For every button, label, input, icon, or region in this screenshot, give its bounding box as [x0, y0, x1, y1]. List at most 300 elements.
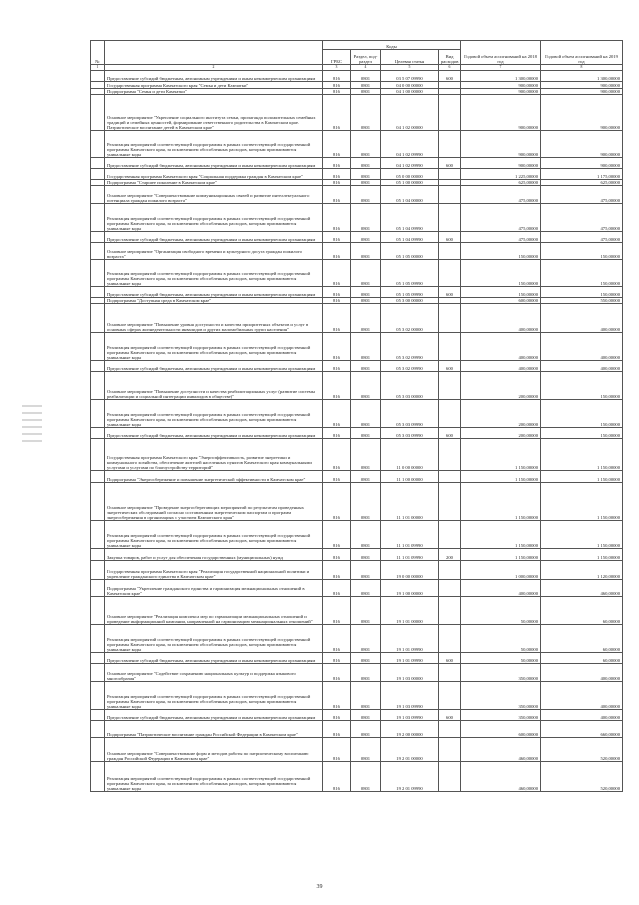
cell-grbs: 816 — [323, 89, 351, 95]
cell-target-article: 19 1 00 00000 — [381, 580, 439, 597]
cell-amount-2019: 475,00000 — [541, 204, 623, 232]
scan-margin-marks — [22, 400, 42, 470]
cell-target-article: 11 1 00 00000 — [381, 471, 439, 483]
cell-amount-2018: 1 150,00000 — [461, 521, 541, 549]
cell-amount-2019: 1 150,00000 — [541, 521, 623, 549]
cell-target-article: 05 3 02 00000 — [381, 304, 439, 333]
cell-expense-type: 600 — [439, 428, 461, 439]
table-row — [91, 232, 623, 243]
cell-name: Подпрограмма "Патриотическое воспитание граждан Российской Федерации в Камчатском крае" — [105, 721, 323, 738]
cell-amount-2019: 60,00000 — [541, 597, 623, 625]
cell-razdel: 0801 — [351, 131, 381, 158]
cell-razdel: 0801 — [351, 664, 381, 682]
cell-target-article: 19 2 01 09990 — [381, 762, 439, 792]
cell-target-article: 04 1 02 00000 — [381, 95, 439, 131]
cell-expense-type — [439, 186, 461, 204]
cell-num — [91, 561, 105, 580]
cell-amount-2019: 150,00000 — [541, 287, 623, 298]
page-number: 39 — [316, 884, 323, 890]
cell-amount-2018: 200,00000 — [461, 400, 541, 428]
cell-target-article: 11 1 01 09990 — [381, 521, 439, 549]
table-row — [91, 333, 623, 361]
table-row — [91, 561, 623, 580]
table-row — [91, 243, 623, 260]
cell-num — [91, 287, 105, 298]
cell-amount-2018: 1 300,00000 — [461, 71, 541, 82]
header-target-article: Целевая статья — [381, 50, 439, 65]
cell-amount-2018: 460,00000 — [461, 762, 541, 792]
cell-name: Реализация мероприятий соответствующей подпрограммы в рамках соответствующей государственной программы Камчатского края, за исключением обособленных расходов, которым присваиваются уникальные коды — [105, 204, 323, 232]
cell-grbs: 816 — [323, 333, 351, 361]
cell-grbs: 816 — [323, 243, 351, 260]
header-razdel: Раздел, под-раздел — [351, 50, 381, 65]
cell-name: Государственная программа Камчатского края "Семья и дети Камчатки" — [105, 82, 323, 89]
cell-amount-2019: 60,00000 — [541, 625, 623, 653]
cell-target-article: 11 1 01 00000 — [381, 483, 439, 521]
cell-grbs: 816 — [323, 71, 351, 82]
cell-target-article: 05 1 04 00000 — [381, 186, 439, 204]
cell-amount-2018: 1 000,00000 — [461, 561, 541, 580]
cell-name: Подпрограмма "Семья и дети Камчатки" — [105, 89, 323, 95]
cell-razdel: 0801 — [351, 232, 381, 243]
cell-name: Подпрограмма "Доступная среда в Камчатском крае" — [105, 298, 323, 304]
cell-expense-type — [439, 597, 461, 625]
cell-num — [91, 471, 105, 483]
table-row — [91, 204, 623, 232]
cell-razdel: 0801 — [351, 762, 381, 792]
column-index: 7 — [461, 65, 541, 71]
cell-amount-2018: 350,00000 — [461, 710, 541, 721]
cell-grbs: 816 — [323, 521, 351, 549]
cell-name: Основное мероприятие "Повышение доступности и качества реабилитационных услуг (развитие системы реабилитации и социальной интеграции инвалидов в обществе)" — [105, 372, 323, 400]
cell-amount-2018: 350,00000 — [461, 682, 541, 710]
cell-expense-type — [439, 260, 461, 287]
cell-grbs: 816 — [323, 298, 351, 304]
cell-name: Основное мероприятие "Совершенствование форм и методов работы по патриотическому воспитанию граждан Российской Федерации в Камчатском крае" — [105, 738, 323, 762]
cell-razdel: 0801 — [351, 71, 381, 82]
cell-expense-type — [439, 483, 461, 521]
cell-razdel: 0801 — [351, 483, 381, 521]
cell-razdel: 0801 — [351, 471, 381, 483]
cell-razdel: 0801 — [351, 580, 381, 597]
cell-name: Основное мероприятие "Укрепление социального института семьи, пропаганда положительных семейных традиций и семейных ценностей, формирование ответственного родительства в Камчатском крае. Патриотическое воспитание детей в Камчатском крае" — [105, 95, 323, 131]
cell-target-article: 04 1 00 00000 — [381, 89, 439, 95]
cell-expense-type — [439, 131, 461, 158]
cell-amount-2019: 900,00000 — [541, 131, 623, 158]
cell-amount-2018: 200,00000 — [461, 372, 541, 400]
cell-name: Предоставление субсидий бюджетным, автономным учреждениям и иным некоммерческим организациям — [105, 71, 323, 82]
cell-amount-2019: 1 150,00000 — [541, 471, 623, 483]
cell-razdel: 0801 — [351, 89, 381, 95]
cell-num — [91, 521, 105, 549]
cell-expense-type: 600 — [439, 361, 461, 372]
cell-expense-type — [439, 95, 461, 131]
cell-name: Реализация мероприятий соответствующей подпрограммы в рамках соответствующей государственной программы Камчатского края, за исключением обособленных расходов, которым присваиваются уникальные коды — [105, 762, 323, 792]
cell-target-article: 04 1 02 09990 — [381, 131, 439, 158]
cell-amount-2018: 1 150,00000 — [461, 439, 541, 471]
cell-razdel: 0801 — [351, 333, 381, 361]
cell-razdel: 0801 — [351, 549, 381, 561]
cell-target-article: 05 1 05 09990 — [381, 260, 439, 287]
cell-num — [91, 710, 105, 721]
table-row — [91, 71, 623, 82]
table-row — [91, 521, 623, 549]
cell-target-article: 05 3 02 09990 — [381, 333, 439, 361]
cell-expense-type — [439, 580, 461, 597]
cell-razdel: 0801 — [351, 304, 381, 333]
cell-grbs: 816 — [323, 304, 351, 333]
cell-grbs: 816 — [323, 428, 351, 439]
cell-amount-2018: 900,00000 — [461, 131, 541, 158]
cell-amount-2018: 400,00000 — [461, 333, 541, 361]
cell-razdel: 0801 — [351, 710, 381, 721]
table-row — [91, 260, 623, 287]
cell-expense-type — [439, 82, 461, 89]
cell-razdel: 0801 — [351, 186, 381, 204]
cell-num — [91, 664, 105, 682]
cell-amount-2018: 150,00000 — [461, 287, 541, 298]
cell-num — [91, 625, 105, 653]
cell-expense-type: 600 — [439, 158, 461, 169]
cell-expense-type: 600 — [439, 287, 461, 298]
cell-num — [91, 95, 105, 131]
cell-expense-type — [439, 400, 461, 428]
cell-amount-2018: 460,00000 — [461, 738, 541, 762]
table-row — [91, 597, 623, 625]
cell-target-article: 05 1 05 09990 — [381, 287, 439, 298]
table-row — [91, 762, 623, 792]
cell-expense-type: 600 — [439, 232, 461, 243]
cell-amount-2019: 1 150,00000 — [541, 483, 623, 521]
cell-target-article: 05 1 05 00000 — [381, 243, 439, 260]
cell-razdel: 0801 — [351, 372, 381, 400]
cell-name: Предоставление субсидий бюджетным, автономным учреждениям и иным некоммерческим организациям — [105, 710, 323, 721]
cell-razdel: 0801 — [351, 521, 381, 549]
cell-target-article: 19 1 01 09990 — [381, 625, 439, 653]
cell-amount-2018: 900,00000 — [461, 89, 541, 95]
cell-target-article: 11 0 00 00000 — [381, 439, 439, 471]
cell-expense-type — [439, 561, 461, 580]
cell-razdel: 0801 — [351, 298, 381, 304]
cell-num — [91, 738, 105, 762]
cell-target-article: 04 1 02 09990 — [381, 158, 439, 169]
cell-amount-2019: 900,00000 — [541, 95, 623, 131]
cell-grbs: 816 — [323, 439, 351, 471]
cell-grbs: 816 — [323, 580, 351, 597]
table-row — [91, 625, 623, 653]
cell-amount-2019: 150,00000 — [541, 400, 623, 428]
header-codes: Коды — [323, 41, 461, 50]
table-row — [91, 287, 623, 298]
cell-razdel: 0801 — [351, 721, 381, 738]
cell-grbs: 816 — [323, 361, 351, 372]
cell-amount-2018: 50,00000 — [461, 653, 541, 664]
cell-amount-2019: 400,00000 — [541, 333, 623, 361]
cell-amount-2019: 1 150,00000 — [541, 549, 623, 561]
cell-amount-2019: 1 300,00000 — [541, 71, 623, 82]
cell-num — [91, 186, 105, 204]
table-row — [91, 158, 623, 169]
budget-table — [90, 40, 623, 792]
cell-num — [91, 361, 105, 372]
cell-expense-type — [439, 304, 461, 333]
cell-num — [91, 204, 105, 232]
cell-amount-2019: 400,00000 — [541, 664, 623, 682]
cell-amount-2018: 400,00000 — [461, 304, 541, 333]
table-row — [91, 361, 623, 372]
cell-name: Предоставление субсидий бюджетным, автономным учреждениям и иным некоммерческим организациям — [105, 653, 323, 664]
cell-grbs: 816 — [323, 561, 351, 580]
cell-num — [91, 169, 105, 180]
cell-target-article: 19 1 03 00000 — [381, 664, 439, 682]
cell-name: Государственная программа Камчатского края "Энергоэффективность, развитие энергетики и коммунального хозяйства, обеспечение жителей населенных пунктов Камчатского края коммунальными услугами и услугами по благоустройству территорий" — [105, 439, 323, 471]
cell-razdel: 0801 — [351, 439, 381, 471]
cell-grbs: 816 — [323, 549, 351, 561]
cell-amount-2019: 475,00000 — [541, 232, 623, 243]
cell-amount-2018: 1 150,00000 — [461, 471, 541, 483]
cell-name: Государственная программа Камчатского края "Реализация государственной национальной политики и укрепление гражданского единства в Камчатском крае" — [105, 561, 323, 580]
table-row — [91, 131, 623, 158]
header-expense-type: Вид расходов — [439, 50, 461, 65]
table-row — [91, 439, 623, 471]
cell-amount-2018: 1 150,00000 — [461, 549, 541, 561]
table-row — [91, 304, 623, 333]
cell-name: Основное мероприятие "Реализация комплекса мер по гармонизации межнациональных отношений и проведение информационной кампании, направленной на гармонизацию межнациональных отношений" — [105, 597, 323, 625]
cell-expense-type — [439, 204, 461, 232]
cell-expense-type — [439, 682, 461, 710]
cell-razdel: 0801 — [351, 653, 381, 664]
cell-target-article: 05 3 03 09990 — [381, 428, 439, 439]
cell-grbs: 816 — [323, 260, 351, 287]
cell-amount-2019: 520,00000 — [541, 738, 623, 762]
cell-expense-type — [439, 439, 461, 471]
cell-name: Предоставление субсидий бюджетным, автономным учреждениям и иным некоммерческим организациям — [105, 158, 323, 169]
cell-amount-2019: 660,00000 — [541, 721, 623, 738]
cell-num — [91, 483, 105, 521]
column-index: 3 — [323, 65, 351, 71]
cell-target-article: 19 2 00 00000 — [381, 721, 439, 738]
cell-razdel: 0801 — [351, 204, 381, 232]
cell-amount-2018: 600,00000 — [461, 298, 541, 304]
cell-grbs: 816 — [323, 82, 351, 89]
table-row — [91, 483, 623, 521]
cell-target-article: 19 2 01 00000 — [381, 738, 439, 762]
cell-num — [91, 682, 105, 710]
cell-num — [91, 82, 105, 89]
table-row — [91, 186, 623, 204]
cell-name: Предоставление субсидий бюджетным, автономным учреждениям и иным некоммерческим организациям — [105, 287, 323, 298]
cell-name: Основное мероприятие "Совершенствование коммуникационных связей и развитие интеллектуального потенциала граждан пожилого возраста" — [105, 186, 323, 204]
cell-expense-type — [439, 521, 461, 549]
column-index: 4 — [351, 65, 381, 71]
cell-target-article: 19 0 00 00000 — [381, 561, 439, 580]
cell-grbs: 816 — [323, 664, 351, 682]
table-row — [91, 738, 623, 762]
cell-num — [91, 721, 105, 738]
cell-razdel: 0801 — [351, 243, 381, 260]
cell-expense-type: 600 — [439, 653, 461, 664]
cell-name: Основное мероприятие "Проведение энергосберегающих мероприятий по результатам проведенных энергетических обследований согласно составленным энергетическим паспортам и программ энергосбережения в организациях с участием Камчатского края" — [105, 483, 323, 521]
cell-num — [91, 158, 105, 169]
cell-amount-2018: 475,00000 — [461, 232, 541, 243]
column-index: 2 — [105, 65, 323, 71]
cell-amount-2019: 475,00000 — [541, 186, 623, 204]
cell-name: Подпрограмма "Укрепление гражданского единства и гармонизация межнациональных отношений в Камчатском крае" — [105, 580, 323, 597]
header-grbs: ГРБС — [323, 50, 351, 65]
cell-target-article: 05 3 03 00000 — [381, 372, 439, 400]
cell-name: Реализация мероприятий соответствующей подпрограммы в рамках соответствующей государственной программы Камчатского края, за исключением обособленных расходов, которым присваиваются уникальные коды — [105, 521, 323, 549]
cell-amount-2019: 550,00000 — [541, 298, 623, 304]
cell-grbs: 816 — [323, 169, 351, 180]
cell-target-article: 19 1 03 09990 — [381, 710, 439, 721]
cell-amount-2019: 900,00000 — [541, 89, 623, 95]
table-row — [91, 664, 623, 682]
cell-amount-2018: 50,00000 — [461, 597, 541, 625]
cell-num — [91, 131, 105, 158]
cell-grbs: 816 — [323, 625, 351, 653]
cell-target-article: 11 1 01 09990 — [381, 549, 439, 561]
cell-amount-2018: 150,00000 — [461, 243, 541, 260]
cell-amount-2019: 150,00000 — [541, 428, 623, 439]
cell-amount-2019: 520,00000 — [541, 762, 623, 792]
cell-num — [91, 304, 105, 333]
cell-grbs: 816 — [323, 682, 351, 710]
cell-name: Закупка товаров, работ и услуг для обеспечения государственных (муниципальных) нужд — [105, 549, 323, 561]
cell-name: Реализация мероприятий соответствующей подпрограммы в рамках соответствующей государственной программы Камчатского края, за исключением обособленных расходов, которым присваиваются уникальные коды — [105, 682, 323, 710]
header-name-empty — [105, 41, 323, 65]
cell-grbs: 816 — [323, 597, 351, 625]
cell-grbs: 816 — [323, 471, 351, 483]
cell-grbs: 816 — [323, 180, 351, 186]
cell-amount-2019: 1 120,00000 — [541, 561, 623, 580]
cell-target-article: 05 3 03 09990 — [381, 400, 439, 428]
cell-target-article: 03 5 07 09990 — [381, 71, 439, 82]
cell-num — [91, 762, 105, 792]
cell-razdel: 0801 — [351, 361, 381, 372]
cell-target-article: 05 1 04 09990 — [381, 204, 439, 232]
cell-amount-2018: 600,00000 — [461, 721, 541, 738]
table-row — [91, 710, 623, 721]
cell-amount-2018: 1 150,00000 — [461, 483, 541, 521]
cell-expense-type — [439, 243, 461, 260]
cell-expense-type — [439, 625, 461, 653]
cell-target-article: 19 1 01 00000 — [381, 597, 439, 625]
cell-name: Реализация мероприятий соответствующей подпрограммы в рамках соответствующей государственной программы Камчатского края, за исключением обособленных расходов, которым присваиваются уникальные коды — [105, 333, 323, 361]
cell-razdel: 0801 — [351, 738, 381, 762]
cell-amount-2019: 400,00000 — [541, 304, 623, 333]
cell-grbs: 816 — [323, 186, 351, 204]
cell-expense-type — [439, 762, 461, 792]
cell-num — [91, 597, 105, 625]
cell-target-article: 19 1 03 09990 — [381, 682, 439, 710]
table-row — [91, 549, 623, 561]
cell-razdel: 0801 — [351, 287, 381, 298]
cell-amount-2019: 400,00000 — [541, 361, 623, 372]
cell-amount-2018: 50,00000 — [461, 625, 541, 653]
cell-grbs: 816 — [323, 287, 351, 298]
cell-target-article: 05 3 00 00000 — [381, 298, 439, 304]
table-row — [91, 400, 623, 428]
table-row — [91, 82, 623, 89]
cell-expense-type: 600 — [439, 71, 461, 82]
cell-name: Реализация мероприятий соответствующей подпрограммы в рамках соответствующей государственной программы Камчатского края, за исключением обособленных расходов, которым присваиваются уникальные коды — [105, 625, 323, 653]
cell-grbs: 816 — [323, 131, 351, 158]
cell-name: Основное мероприятие "Содействие сохранению национальных культур и поддержка языкового многообразия" — [105, 664, 323, 682]
cell-name: Реализация мероприятий соответствующей подпрограммы в рамках соответствующей государственной программы Камчатского края, за исключением обособленных расходов, которым присваиваются уникальные коды — [105, 400, 323, 428]
cell-name: Предоставление субсидий бюджетным, автономным учреждениям и иным некоммерческим организациям — [105, 428, 323, 439]
cell-razdel: 0801 — [351, 82, 381, 89]
header-num: № — [91, 41, 105, 65]
cell-name: Предоставление субсидий бюджетным, автономным учреждениям и иным некоммерческим организациям — [105, 232, 323, 243]
cell-razdel: 0801 — [351, 180, 381, 186]
table-row — [91, 372, 623, 400]
cell-grbs: 816 — [323, 721, 351, 738]
cell-amount-2018: 900,00000 — [461, 82, 541, 89]
cell-expense-type — [439, 721, 461, 738]
cell-num — [91, 232, 105, 243]
cell-razdel: 0801 — [351, 169, 381, 180]
cell-amount-2018: 900,00000 — [461, 95, 541, 131]
cell-razdel: 0801 — [351, 561, 381, 580]
cell-expense-type — [439, 169, 461, 180]
cell-amount-2019: 150,00000 — [541, 243, 623, 260]
cell-amount-2018: 475,00000 — [461, 204, 541, 232]
column-index: 5 — [381, 65, 439, 71]
cell-expense-type: 200 — [439, 549, 461, 561]
cell-grbs: 816 — [323, 372, 351, 400]
cell-grbs: 816 — [323, 762, 351, 792]
cell-amount-2018: 900,00000 — [461, 158, 541, 169]
cell-num — [91, 400, 105, 428]
cell-num — [91, 260, 105, 287]
cell-grbs: 816 — [323, 95, 351, 131]
cell-grbs: 816 — [323, 204, 351, 232]
cell-amount-2019: 400,00000 — [541, 682, 623, 710]
cell-name: Основное мероприятие "Повышение уровня доступности и качества приоритетных объектов и услуг в основных сферах жизнедеятельности инвалидов и других маломобильных групп населения" — [105, 304, 323, 333]
table-row — [91, 721, 623, 738]
cell-num — [91, 653, 105, 664]
column-index: 8 — [541, 65, 623, 71]
cell-grbs: 816 — [323, 158, 351, 169]
cell-target-article: 05 3 02 09990 — [381, 361, 439, 372]
cell-razdel: 0801 — [351, 95, 381, 131]
cell-target-article: 19 1 01 09990 — [381, 653, 439, 664]
cell-num — [91, 428, 105, 439]
cell-expense-type — [439, 738, 461, 762]
cell-amount-2019: 60,00000 — [541, 653, 623, 664]
table-row — [91, 169, 623, 180]
cell-amount-2018: 625,00000 — [461, 180, 541, 186]
cell-expense-type — [439, 372, 461, 400]
cell-amount-2019: 625,00000 — [541, 180, 623, 186]
cell-amount-2018: 200,00000 — [461, 428, 541, 439]
cell-amount-2019: 460,00000 — [541, 580, 623, 597]
cell-grbs: 816 — [323, 400, 351, 428]
table-row — [91, 95, 623, 131]
cell-name: Реализация мероприятий соответствующей подпрограммы в рамках соответствующей государственной программы Камчатского края, за исключением обособленных расходов, которым присваиваются уникальные коды — [105, 131, 323, 158]
cell-name: Реализация мероприятий соответствующей подпрограммы в рамках соответствующей государственной программы Камчатского края, за исключением обособленных расходов, которым присваиваются уникальные коды — [105, 260, 323, 287]
cell-num — [91, 580, 105, 597]
cell-name: Подпрограмма "Энергосбережение и повышение энергетической эффективности в Камчатском крае" — [105, 471, 323, 483]
cell-target-article: 05 0 00 00000 — [381, 169, 439, 180]
cell-razdel: 0801 — [351, 428, 381, 439]
cell-expense-type — [439, 333, 461, 361]
cell-razdel: 0801 — [351, 260, 381, 287]
cell-num — [91, 333, 105, 361]
cell-amount-2018: 400,00000 — [461, 361, 541, 372]
table-header — [91, 41, 623, 71]
cell-razdel: 0801 — [351, 597, 381, 625]
